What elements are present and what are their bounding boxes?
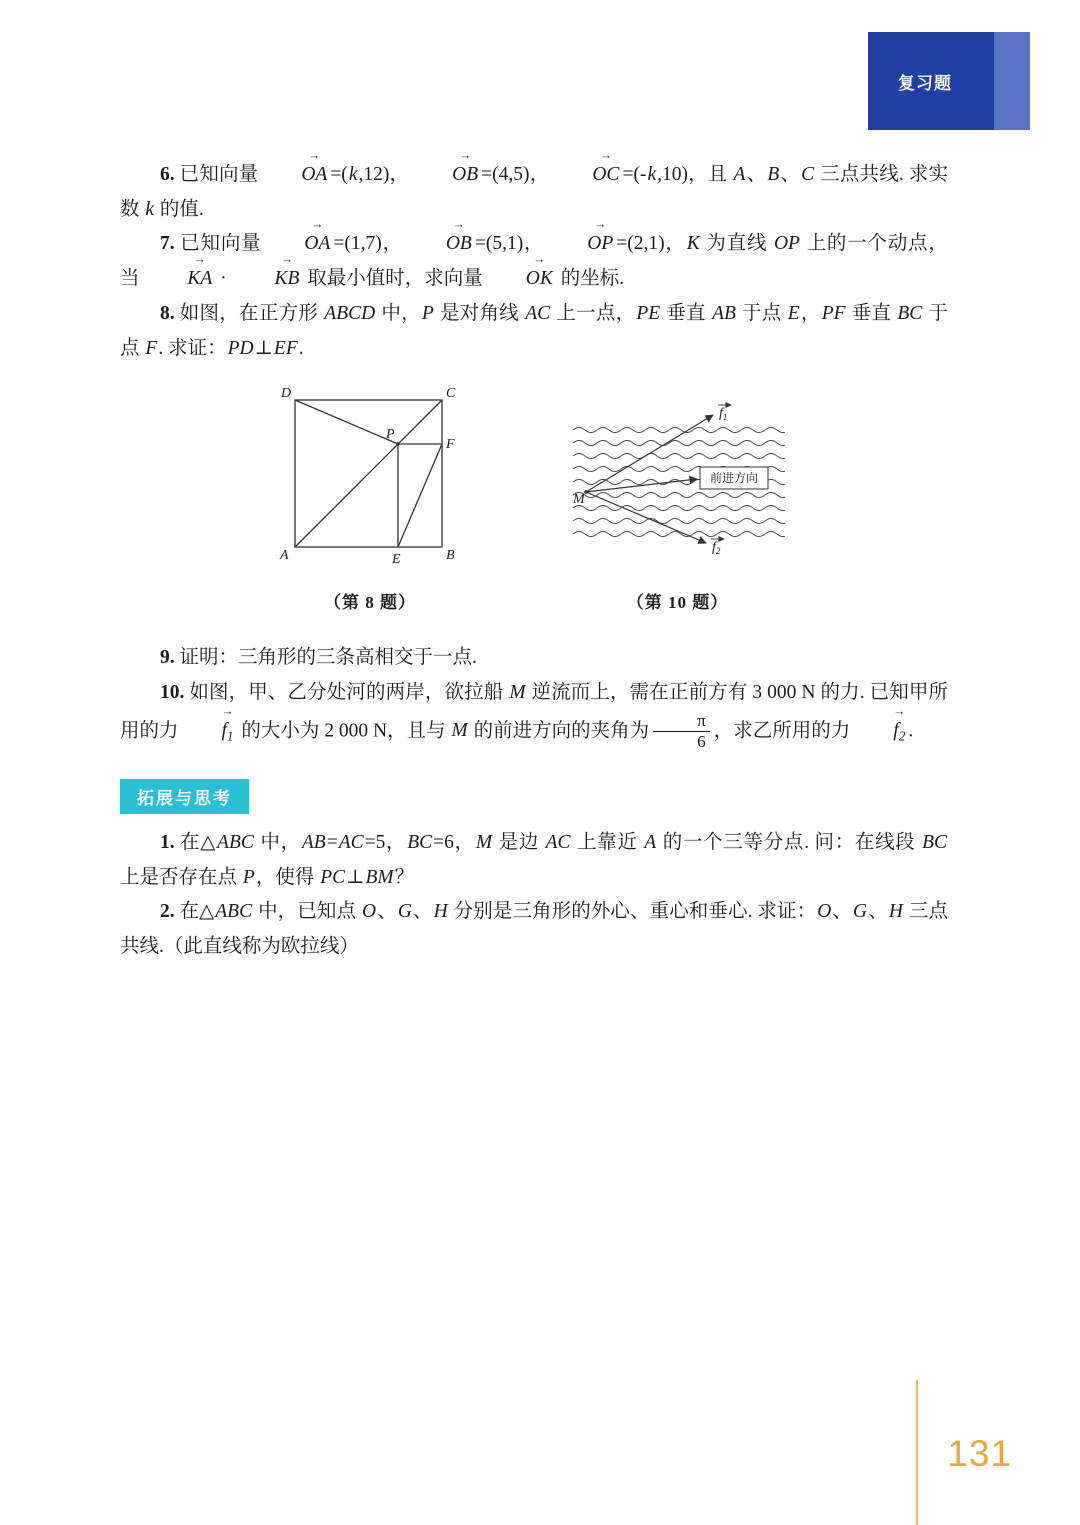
label-c: C <box>446 386 456 402</box>
extension-problem-1: 1. 在△ABC 中，AB=AC=5，BC=6，M 是边 AC 上靠近 A 的一个三等分点. 问：在线段 BC 上是否存在点 P，使得 PC⊥BM？ <box>120 832 947 888</box>
figure-problem-8 <box>270 382 470 613</box>
label-m: M <box>573 492 585 508</box>
figures-row <box>270 382 948 613</box>
label-f1: $f_1$ <box>719 406 728 423</box>
figure-problem-10 <box>570 382 785 613</box>
label-f2: $f_2$ <box>712 540 721 557</box>
problem-7: 7. 已知向量 → OA =(1,7)， → OB =(5,1)， → OP =(2,1)，K 为直线 OP 上的一个动点，当 → KA · → KB 取最小值时，求向量 → OK 的坐标. <box>120 227 948 296</box>
review-section-tab-main <box>868 32 994 130</box>
label-e: E <box>392 552 401 568</box>
point-m-dot <box>584 490 588 494</box>
label-b: B <box>446 548 455 564</box>
force-f2-arrow <box>586 492 706 543</box>
figure-10-caption: （第 10 题） <box>626 593 729 613</box>
label-a: A <box>280 548 289 564</box>
problem-6: 6. 已知向量 → OA =(k,12)， → OB =(4,5)， → OC =(-k,10)，且 A、B、C 三点共线. 求实数 k 的值. <box>120 158 948 227</box>
square-lines <box>295 400 442 547</box>
forward-arrow <box>586 479 697 492</box>
point-p-dot <box>396 443 399 446</box>
problem-8: 8. 如图，在正方形 ABCD 中，P 是对角线 AC 上一点，PE 垂直 AB 于点 E，PF 垂直 BC 于点 F. 求证：PD⊥EF. <box>120 302 948 359</box>
extension-problem-2: 2. 在△ABC 中，已知点 O、G、H 分别是三角形的外心、重心和垂心. 求证：O、G、H 三点共线.（此直线称为欧拉线） <box>120 901 948 958</box>
label-f: F <box>446 437 455 453</box>
force-arrows <box>586 415 713 543</box>
review-section-tab <box>868 32 1030 130</box>
problem-10: 10. 如图，甲、乙分处河的两岸，欲拉船 M 逆流而上，需在正前方有 3 000 N 的力. 已知甲所用的力 → $f_1$ 的大小为 2 000 N，且与 M 的前进方向的夹角为 $\frac{\pi}{6}$ ，求乙所用的力 → $f_2$ . <box>120 676 948 751</box>
review-section-tab-accent <box>994 32 1030 130</box>
extension-section <box>120 779 948 814</box>
page-number-rule <box>916 1380 918 1525</box>
figure-8-caption: （第 8 题） <box>324 593 416 613</box>
extension-badge: 拓展与思考 <box>120 779 249 814</box>
label-d: D <box>281 386 292 402</box>
forward-direction-label: 前进方向 <box>709 471 759 486</box>
square-abcd-diagram <box>270 382 470 577</box>
river-forces-diagram <box>570 402 785 562</box>
page-content <box>120 158 948 965</box>
page-number: 131 <box>947 1433 1012 1474</box>
review-section-label: 复习题 <box>898 73 952 93</box>
problem-9: 9. 证明：三角形的三条高相交于一点. <box>159 647 477 669</box>
label-p: P <box>386 427 395 443</box>
